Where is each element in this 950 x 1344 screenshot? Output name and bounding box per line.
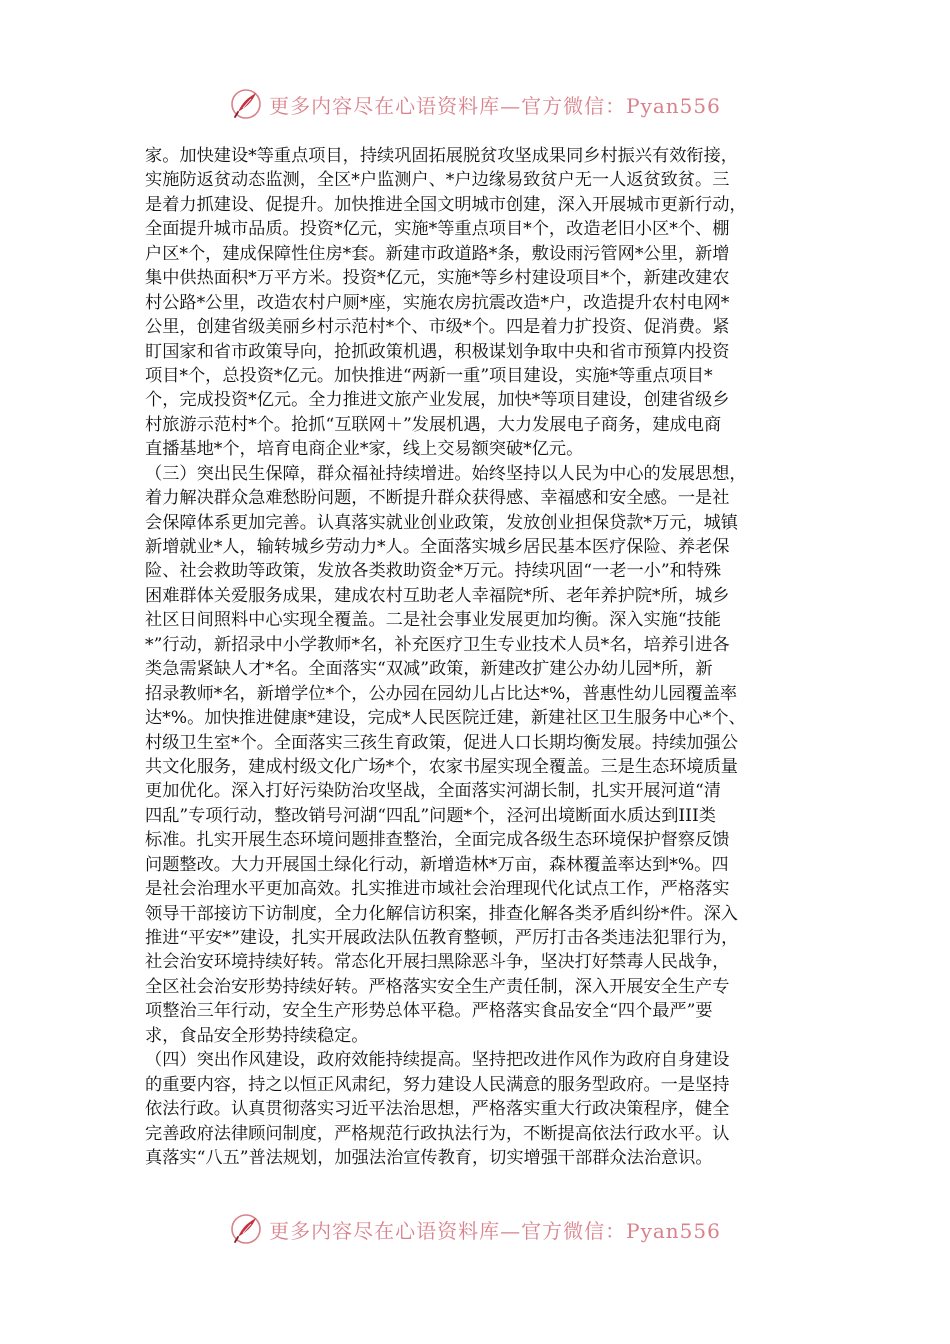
text-line: 险、社会救助等政策，发放各类救助资金*万元。持续巩固“一老一小”和特殊 [145, 561, 722, 582]
text-line: 的重要内容，持之以恒正风肃纪，努力建设人民满意的服务型政府。一是坚持 [145, 1074, 730, 1095]
text-line: 盯国家和省市政策导向，抢抓政策机遇，积极谋划争取中央和省市预算内投资 [145, 341, 730, 362]
text-line: 直播基地*个，培育电商企业*家，线上交易额突破*亿元。 [145, 439, 584, 460]
text-line: 个，完成投资*亿元。全力推进文旅产业发展，加快*等项目建设，创建省级乡 [145, 390, 730, 411]
text-line: 新增就业*人，输转城乡劳动力*人。全面落实城乡居民基本医疗保险、养老保 [145, 537, 730, 557]
quill-pen-logo-icon [229, 1212, 263, 1246]
text-line: 达*%。加快推进健康*建设，完成*人民医院迁建，新建社区卫生服务中心*个、 [145, 708, 746, 729]
text-line: 着力解决群众急难愁盼问题，不断提升群众获得感、幸福感和安全感。一是社 [145, 488, 730, 509]
text-line: 项目*个，总投资*亿元。加快推进“两新一重”项目建设，实施*等重点项目* [145, 365, 713, 386]
text-line: 社会治安环境持续好转。常态化开展扫黑除恶斗争，坚决打好禁毒人民战争， [145, 952, 730, 973]
header-banner [0, 84, 950, 124]
text-line: 社区日间照料中心实现全覆盖。二是社会事业发展更加均衡。深入实施“技能 [145, 610, 721, 631]
text-line: 实施防返贫动态监测，全区*户监测户、*户边缘易致贫户无一人返贫致贫。三 [145, 170, 730, 191]
text-line: 更加优化。深入打好污染防治攻坚战，全面落实河湖长制，扎实开展河道“清 [145, 781, 721, 802]
text-line: 完善政府法律顾问制度，严格规范行政执法行为，不断提高依法行政水平。认 [145, 1123, 730, 1144]
text-line: 问题整改。大力开展国土绿化行动，新增造林*万亩，森林覆盖率达到*%。四 [145, 854, 729, 875]
text-line: 困难群体关爱服务成果，建成农村互助老人幸福院*所、老年养护院*所，城乡 [145, 585, 730, 606]
text-line: 推进“平安*”建设，扎实开展政法队伍教育整顿，严厉打击各类违法犯罪行为， [145, 928, 739, 948]
text-line: 真落实“八五”普法规划，加强法治宣传教育，切实增强干部群众法治意识。 [145, 1147, 713, 1168]
text-line: 依法行政。认真贯彻落实习近平法治思想，严格落实重大行政决策程序，健全 [145, 1099, 730, 1120]
text-line: 共文化服务，建成村级文化广场*个，农家书屋实现全覆盖。三是生态环境质量 [145, 756, 738, 777]
text-line: 家。加快建设*等重点项目，持续巩固拓展脱贫攻坚成果同乡村振兴有效衔接， [145, 146, 738, 166]
document-body [145, 144, 811, 1170]
text-line: 招录教师*名，新增学位*个，公办园在园幼儿占比达*%，普惠性幼儿园覆盖率 [145, 683, 738, 704]
text-line: 项整治三年行动，安全生产形势总体平稳。严格落实食品安全“四个最严”要 [145, 1001, 713, 1022]
header-banner-text: 更多内容尽在心语资料库—官方微信：Pyan556 [269, 93, 721, 118]
text-line: 村级卫生室*个。全面落实三孩生育政策，促进人口长期均衡发展。持续加强公 [145, 732, 738, 753]
text-line: 全区社会治安形势持续好转。严格落实安全生产责任制，深入开展安全生产专 [145, 976, 730, 997]
text-line: 标准。扎实开展生态环境问题排查整治，全面完成各级生态环境保护督察反馈 [145, 830, 730, 851]
text-line: 求，食品安全形势持续稳定。 [145, 1025, 369, 1046]
footer-banner-text: 更多内容尽在心语资料库—官方微信：Pyan556 [269, 1218, 721, 1243]
text-line: 户区*个，建成保障性住房*套。新建市政道路*条，敷设雨污管网*公里，新增 [145, 243, 730, 264]
text-line: 村公路*公里，改造农村户厕*座，实施农房抗震改造*户，改造提升农村电网* [145, 292, 730, 313]
quill-pen-logo-icon [229, 87, 263, 121]
text-line: 全面提升城市品质。投资*亿元，实施*等重点项目*个，改造老旧小区*个、棚 [145, 219, 730, 240]
text-line: 领导干部接访下访制度，全力化解信访积案，排查化解各类矛盾纠纷*件。深入 [145, 903, 738, 924]
text-line: 是社会治理水平更加高效。扎实推进市域社会治理现代化试点工作，严格落实 [145, 879, 730, 900]
text-line: 村旅游示范村*个。抢抓“互联网＋”发展机遇，大力发展电子商务，建成电商 [145, 414, 722, 435]
text-line: 是着力抓建设、促提升。加快推进全国文明城市创建，深入开展城市更新行动， [145, 194, 747, 215]
text-line: （三）突出民生保障，群众福祉持续增进。始终坚持以人民为中心的发展思想， [145, 463, 747, 484]
text-line: 集中供热面积*万平方米。投资*亿元，实施*等乡村建设项目*个，新建改建农 [145, 268, 730, 289]
text-line: 会保障体系更加完善。认真落实就业创业政策，发放创业担保贷款*万元，城镇 [145, 512, 738, 533]
footer-banner [0, 1209, 950, 1249]
text-line: 公里，创建省级美丽乡村示范村*个、市级*个。四是着力扩投资、促消费。紧 [145, 317, 730, 338]
text-line: *”行动，新招录中小学教师*名，补充医疗卫生专业技术人员*名，培养引进各 [145, 634, 730, 655]
text-line: （四）突出作风建设，政府效能持续提高。坚持把改进作风作为政府自身建设 [145, 1050, 730, 1071]
text-line: 类急需紧缺人才*名。全面落实“双减”政策，新建改扩建公办幼儿园*所，新 [145, 659, 713, 680]
text-line: 四乱”专项行动，整改销号河湖“四乱”问题*个，泾河出境断面水质达到III类 [145, 805, 716, 826]
